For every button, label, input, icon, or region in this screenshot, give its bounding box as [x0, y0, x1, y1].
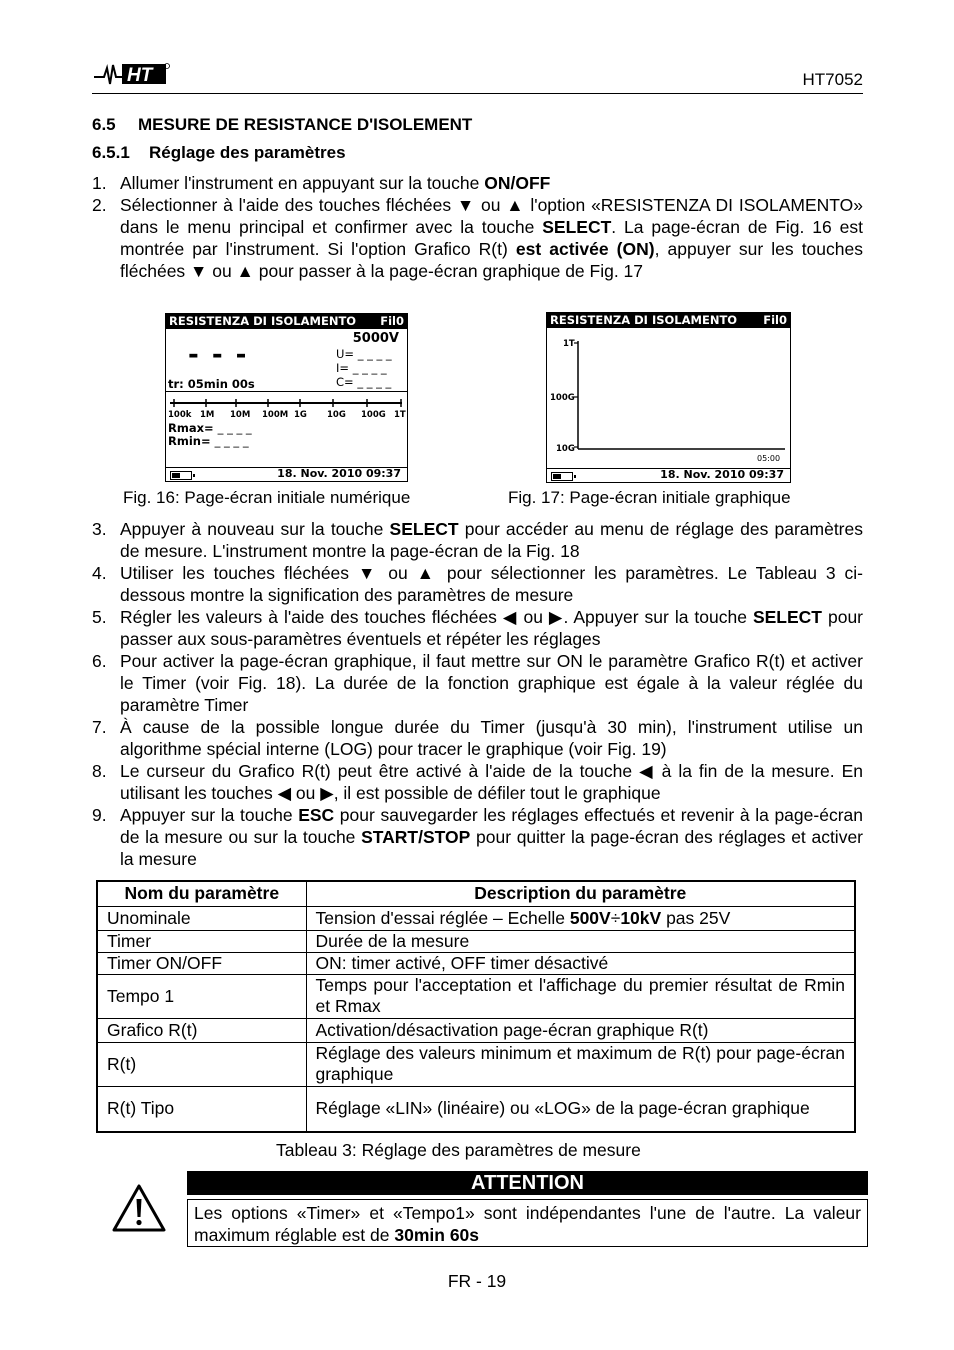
fig17-y-label-1t: 1T [563, 339, 575, 349]
fig17-caption: Fig. 17: Page-écran initiale graphique [508, 488, 791, 507]
rmax-value: _ _ _ _ [217, 421, 252, 435]
table-cell-description: Réglage des valeurs minimum et maximum de R(t) pour page-écran graphique [306, 1042, 855, 1086]
list-item [92, 650, 863, 716]
list-item-text: À cause de la possible longue durée du Timer (jusqu'à 30 min), l'instrument utilise un algorithme spécial interne (LOG) pour tracer le graphique (voir Fig. 19) [120, 717, 863, 759]
table-cell-description: Activation/désactivation page-écran graphique R(t) [306, 1018, 855, 1042]
fig16-channel: Fil0 [380, 314, 404, 328]
list-item-text: Allumer l'instrument en appuyant sur la touche ON/OFF [120, 173, 551, 193]
list-item-text: Sélectionner à l'aide des touches fléchées ▼ ou ▲ l'option «RESISTENZA DI ISOLAMENTO» dans le menu principal et confirmer avec la touche SELECT. La page-écran de Fig. 16 est montrée par l'instrument. Si l'option Grafico R(t) est activée (ON), appuyer sur les touches fléchées ▼ ou ▲ pour passer à la page-écran graphique de Fig. 17 [120, 195, 863, 281]
fig16-screen [165, 313, 408, 482]
section-number: 6.5 [92, 115, 116, 134]
scale-tick-label: 10G [327, 410, 346, 420]
fig16-caption: Fig. 16: Page-écran initiale numérique [123, 488, 411, 507]
section-heading [92, 115, 472, 135]
table-row [97, 952, 855, 974]
scale-tick-label: 1G [294, 410, 307, 420]
scale-tick-label: 100M [262, 410, 289, 420]
model-number: HT7052 [802, 70, 863, 89]
table-row [97, 1086, 855, 1132]
list-item-text: Pour activer la page-écran graphique, il faut mettre sur ON le paramètre Grafico R(t) et activer le Timer (voir Fig. 18). La durée de la fonction graphique est égale à la valeur réglée du paramètre Timer [120, 651, 863, 715]
fig17-y-label-100g: 100G [550, 393, 575, 403]
list-item-number: 6. [92, 651, 107, 671]
list-item-number: 5. [92, 607, 107, 627]
steps-list-b [92, 518, 863, 870]
fig16-voltage: 5000V [352, 331, 399, 346]
subsection-number: 6.5.1 [92, 143, 130, 162]
table-cell-name: Tempo 1 [97, 974, 306, 1018]
list-item-number: 1. [92, 173, 107, 193]
table-cell-name: Timer ON/OFF [97, 952, 306, 974]
section-title: MESURE DE RESISTANCE D'ISOLEMENT [138, 115, 473, 134]
list-item [92, 518, 863, 562]
list-item [92, 760, 863, 804]
u-label: U= [336, 347, 355, 361]
table-cell-description: Tension d'essai réglée – Echelle 500V÷10kV pas 25V [306, 906, 855, 930]
fig16-r-values [168, 422, 252, 448]
ht-logo [94, 62, 170, 86]
table-cell-description: Durée de la mesure [306, 930, 855, 952]
fig17-graph [547, 329, 790, 465]
scale-tick-label: 1M [200, 410, 215, 420]
scale-tick-label: 100G [361, 410, 386, 420]
list-item-text: Appuyer sur la touche ESC pour sauvegarder les réglages effectués et revenir à la page-écran de la mesure ou sur la touche START/STOP pour quitter la page-écran des réglages et activer la mesure [120, 805, 863, 869]
table-row [97, 974, 855, 1018]
list-item-number: 3. [92, 519, 107, 539]
table-cell-name: Timer [97, 930, 306, 952]
c-label: C= [336, 375, 354, 389]
fig16-scale-bar [166, 398, 407, 420]
table-header-description: Description du paramètre [306, 881, 855, 906]
table-row [97, 906, 855, 930]
subsection-heading [92, 143, 346, 163]
list-item-number: 4. [92, 563, 107, 583]
battery-icon [551, 472, 573, 481]
c-value: _ _ _ _ [357, 375, 392, 389]
scale-tick-label: 100k [168, 410, 192, 420]
list-item-text: Régler les valeurs à l'aide des touches fléchées ◀ ou ▶. Appuyer sur la touche SELECT pour passer aux sous-paramètres éventuels et répéter les réglages [120, 607, 864, 649]
rmin-value: _ _ _ _ [214, 434, 249, 448]
scale-tick-label: 10M [230, 410, 251, 420]
header-rule [92, 93, 863, 94]
list-item [92, 194, 863, 282]
table-cell-description: ON: timer activé, OFF timer désactivé [306, 952, 855, 974]
list-item-text: Appuyer à nouveau sur la touche SELECT pour accéder au menu de réglage des paramètres de mesure. L'instrument montre la page-écran de la Fig. 18 [120, 519, 863, 561]
list-item [92, 716, 863, 760]
fig17-x-label: 05:00 [757, 454, 781, 463]
fig17-date: 18. Nov. 2010 09:37 [660, 468, 784, 481]
parameters-table [96, 880, 856, 1133]
table-cell-name: R(t) [97, 1042, 306, 1086]
fig16-status-bar [166, 467, 407, 481]
table-cell-name: Unominale [97, 906, 306, 930]
list-item [92, 606, 863, 650]
table-cell-description: Temps pour l'acceptation et l'affichage du premier résultat de Rmin et Rmax [306, 974, 855, 1018]
i-label: I= [336, 361, 350, 375]
table-cell-name: Grafico R(t) [97, 1018, 306, 1042]
table-header-name: Nom du paramètre [97, 881, 306, 906]
list-item-number: 8. [92, 761, 107, 781]
list-item-text: Le curseur du Grafico R(t) peut être activé à l'aide de la touche ◀ à la fin de la mesure. En utilisant les touches ◀ ou ▶, il est possible de défiler tout le graphique [120, 761, 863, 803]
list-item [92, 804, 863, 870]
rmax-label: Rmax= [168, 421, 214, 435]
fig16-title-bar [166, 314, 407, 329]
fig17-status-bar [547, 468, 790, 482]
list-item-number: 2. [92, 195, 107, 215]
table-cell-name: R(t) Tipo [97, 1086, 306, 1132]
table-row [97, 1042, 855, 1086]
fig16-date: 18. Nov. 2010 09:37 [277, 467, 401, 480]
fig16-timer: tr: 05min 00s [168, 377, 255, 391]
table-row [97, 930, 855, 952]
fig16-values [336, 347, 392, 389]
attention-title: ATTENTION [187, 1171, 868, 1195]
battery-icon [170, 471, 192, 480]
list-item-text: Utiliser les touches fléchées ▼ ou ▲ pour sélectionner les paramètres. Le Tableau 3 ci-dessous montre la signification des paramètres de mesure [120, 563, 863, 605]
fig16-divider [166, 391, 407, 392]
table-caption: Tableau 3: Réglage des paramètres de mesure [276, 1140, 641, 1160]
scale-tick-label: 1T [394, 410, 406, 420]
svg-text:HT: HT [127, 65, 153, 86]
subsection-title: Réglage des paramètres [149, 143, 346, 162]
fig17-channel: Fil0 [763, 313, 787, 327]
fig17-title-bar [547, 313, 790, 328]
page-number: FR - 19 [447, 1271, 507, 1291]
list-item-number: 7. [92, 717, 107, 737]
table-row [97, 1018, 855, 1042]
fig16-reading: - - - [188, 340, 249, 370]
steps-list-a [92, 172, 863, 282]
fig16-title: RESISTENZA DI ISOLAMENTO [169, 314, 357, 328]
warning-icon [111, 1183, 167, 1233]
fig17-screen [546, 312, 791, 483]
u-value: _ _ _ _ [357, 347, 392, 361]
list-item [92, 172, 863, 194]
rmin-label: Rmin= [168, 434, 211, 448]
table-cell-description: Réglage «LIN» (linéaire) ou «LOG» de la page-écran graphique [306, 1086, 855, 1132]
i-value: _ _ _ _ [352, 361, 387, 375]
fig17-y-label-10g: 10G [556, 444, 575, 454]
fig17-title: RESISTENZA DI ISOLAMENTO [550, 313, 738, 327]
list-item-number: 9. [92, 805, 107, 825]
attention-text: Les options «Timer» et «Tempo1» sont indépendantes l'une de l'autre. La valeur maximum réglable est de 30min 60s [187, 1199, 868, 1247]
list-item [92, 562, 863, 606]
table-header-row [97, 881, 855, 906]
